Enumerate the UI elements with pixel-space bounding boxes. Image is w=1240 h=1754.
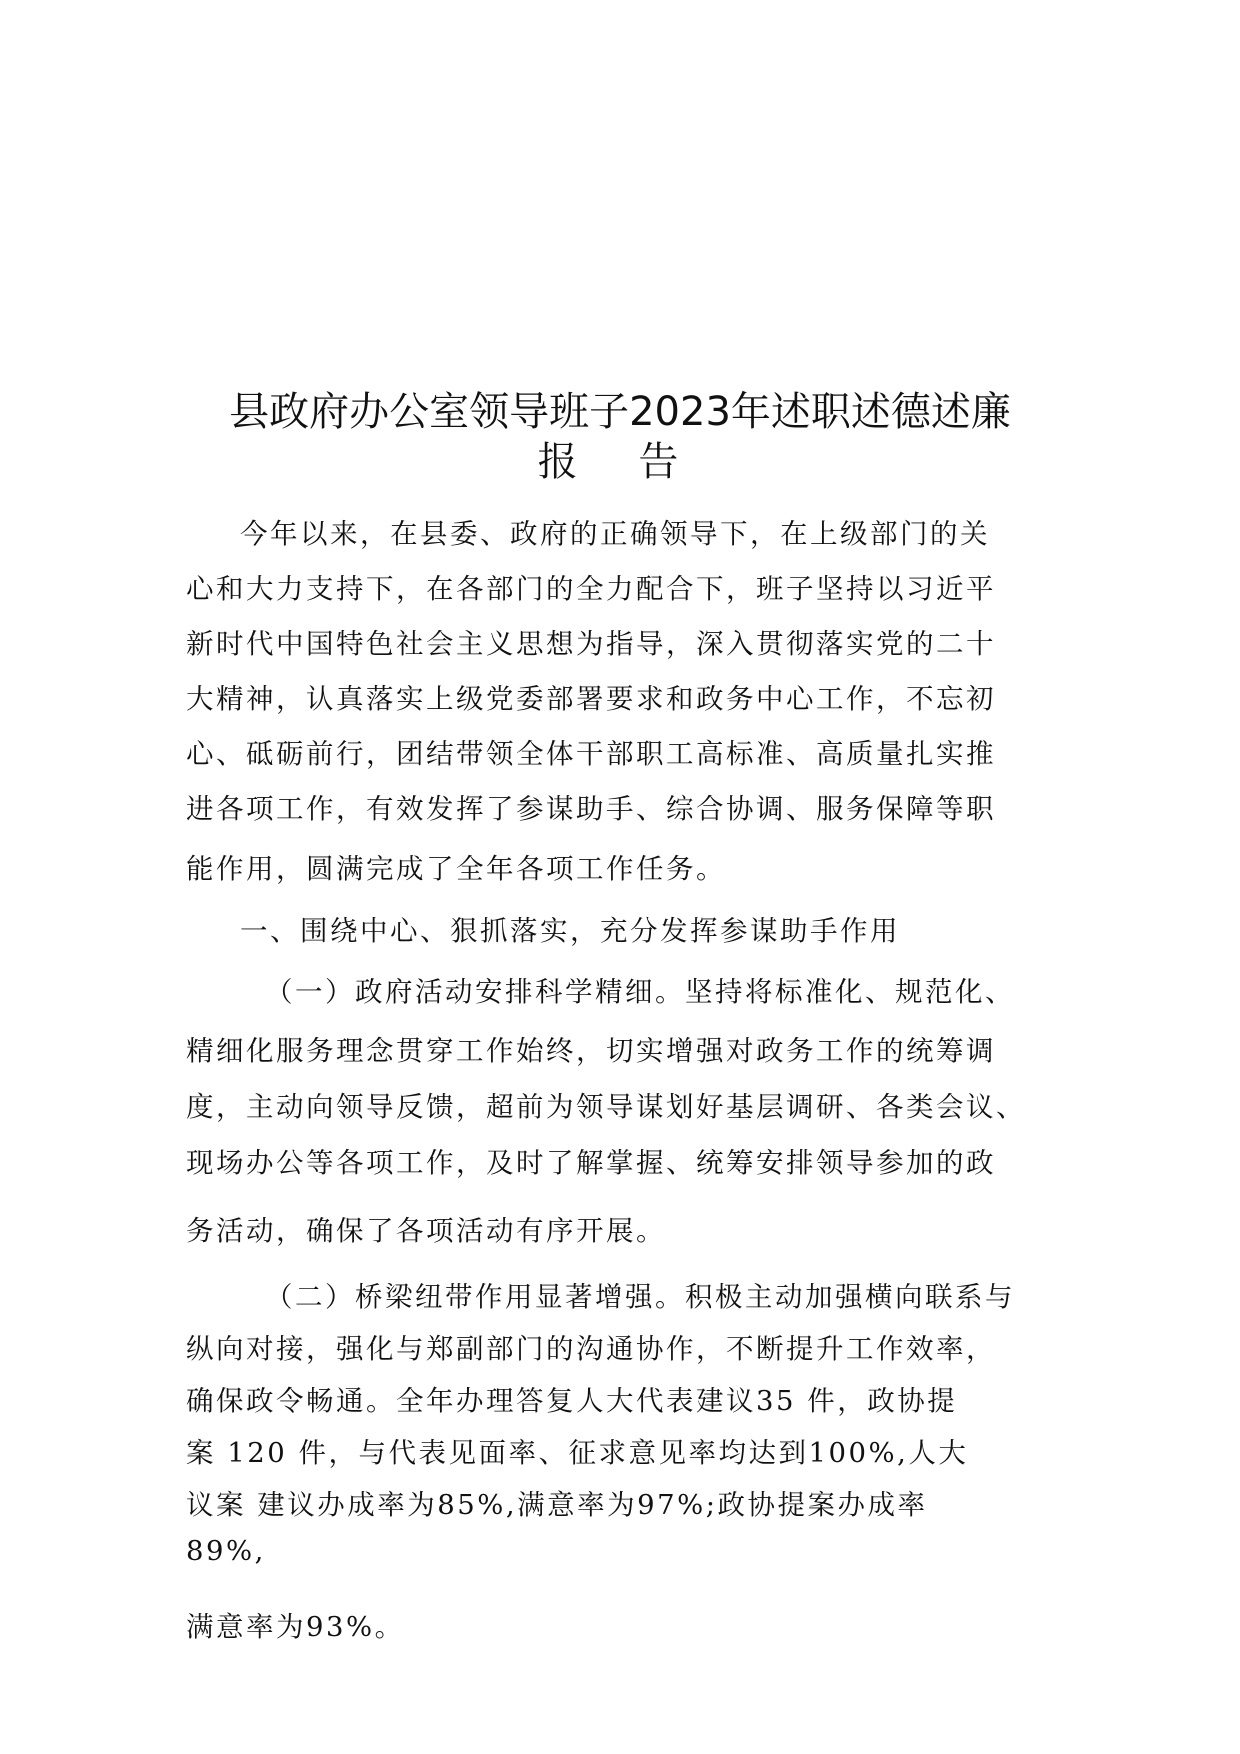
subsection-heading-2: （二）桥梁纽带作用显著增强。积极主动加强横向联系与 [265,1281,1015,1313]
body-text-line: 进各项工作，有效发挥了参谋助手、综合协调、服务保障等职 [186,793,996,825]
body-text-line: 新时代中国特色社会主义思想为指导，深入贯彻落实党的二十 [186,628,996,660]
subsection-heading-1: （一）政府活动安排科学精细。坚持将标准化、规范化、 [265,976,1015,1008]
body-text-line: 今年以来，在县委、政府的正确领导下，在上级部门的关 [240,518,990,550]
document-title-line-1: 县政府办公室领导班子2023年述职述德述廉 [229,389,1011,435]
body-text-line: 纵向对接，强化与郑副部门的沟通协作，不断提升工作效率， [186,1333,996,1365]
document-title-line-2: 报 告 [537,439,703,485]
body-text-line: 满意率为93%。 [186,1611,405,1643]
body-text-line: 议案 建议办成率为85%,满意率为97%;政协提案办成率 [186,1489,928,1521]
body-text-line: 心和大力支持下，在各部门的全力配合下，班子坚持以习近平 [186,573,996,605]
body-text-line: 务活动，确保了各项活动有序开展。 [186,1215,666,1247]
body-text-line: 大精神，认真落实上级党委部署要求和政务中心工作，不忘初 [186,683,996,715]
body-text-line: 现场办公等各项工作，及时了解掌握、统筹安排领导参加的政 [186,1147,996,1179]
section-heading: 一、围绕中心、狠抓落实，充分发挥参谋助手作用 [240,915,900,947]
body-text-line: 89%, [186,1535,266,1567]
body-text-line: 心、砥砺前行，团结带领全体干部职工高标准、高质量扎实推 [186,738,996,770]
body-text-line: 能作用，圆满完成了全年各项工作任务。 [186,853,726,885]
body-text-line: 度，主动向领导反馈，超前为领导谋划好基层调研、各类会议、 [186,1091,1026,1123]
body-text-line: 精细化服务理念贯穿工作始终，切实增强对政务工作的统筹调 [186,1035,996,1067]
body-text-line: 案 120 件，与代表见面率、征求意见率均达到100%,人大 [186,1437,969,1469]
body-text-line: 确保政令畅通。全年办理答复人大代表建议35 件，政协提 [186,1385,958,1417]
